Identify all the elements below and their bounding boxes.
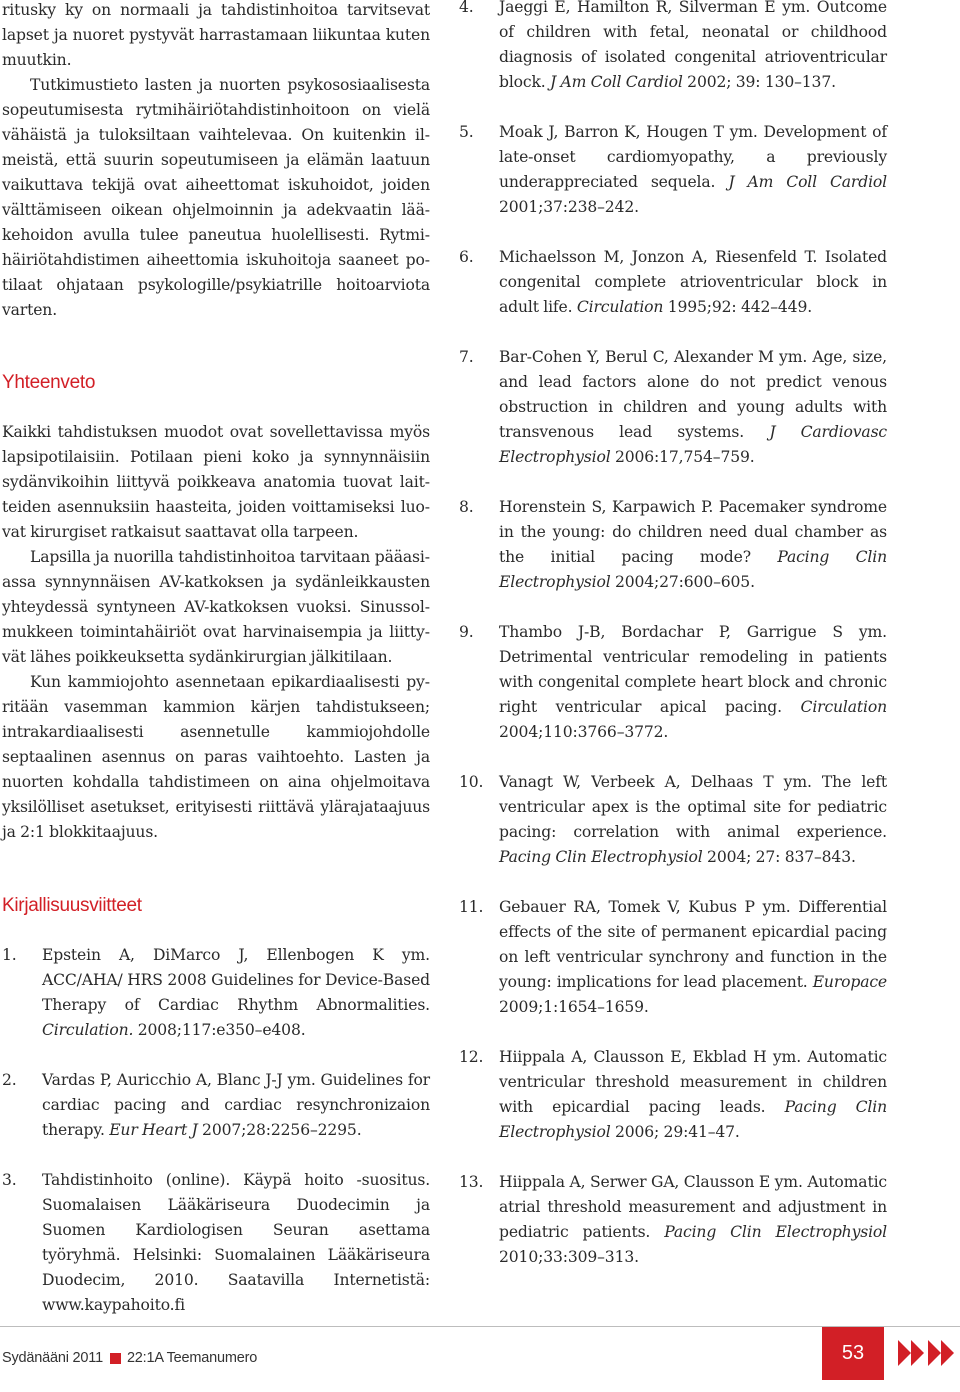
reference-number: 12. [459,1048,484,1066]
reference-journal: Circulation. [42,1021,134,1039]
footer-divider [0,1326,960,1327]
reference-citation: 2004;27:600–605. [610,573,755,591]
reference-item [459,1170,887,1270]
reference-citation: 2010;33:309–313. [499,1248,639,1266]
reference-text: Gebauer RA, Tomek V, Kubus P ym. Differential effects of the site of permanent epicardial pacing on left ventricular synchrony and function in the young: implications for lead placement. [499,898,887,991]
double-right-arrow-icon[interactable] [898,1340,954,1366]
reference-item [459,120,887,220]
reference-citation: 2001;37:238–242. [499,198,639,216]
reference-journal: Europace [812,973,887,991]
reference-journal: Circulation [800,698,887,716]
reference-item [2,1068,430,1143]
reference-text: Jaeggi E, Hamilton R, Silverman E ym. Outcome of children with fetal, neonatal or childhood diagnosis of isolated congenital atrioventricular block. [499,0,887,91]
issue-name: 22:1A Teemanumero [126,1350,258,1366]
reference-journal: J Cardiovasc Electrophysiol [499,423,888,466]
reference-citation: 1995;92: 442–449. [663,298,813,316]
summary-paragraph-1: Kaikki tahdistuksen muodot ovat sovellettavissa myös lapsipotilaisiin. Potilaan pieni koko ja synnynnäisiin sydänvikoihin liittyvä poikkeava anatomia tuovat laitteiden asennuksiin haasteita, joiden voittamiseksi luovat kirurgiset ratkaisut saattavat olla tarpeen. [2,423,430,541]
reference-journal: J Am Coll Cardiol [550,73,683,91]
reference-item [459,345,887,470]
reference-number: 11. [459,898,484,916]
reference-number: 3. [2,1171,17,1189]
reference-citation: 2006:17,754–759. [610,448,755,466]
reference-citation: 2008;117:e350–e408. [133,1021,306,1039]
reference-text: Hiippala A, Serwer GA, Clausson E ym. Automatic atrial threshold measurement and adjustment in pediatric patients. [499,1173,887,1241]
reference-citation: 2007;28:2256–2295. [197,1121,362,1139]
reference-text: Bar-Cohen Y, Berul C, Alexander M ym. Age, size, and lead factors alone do not predict venous obstruction in children and young adults with transvenous lead systems. [499,348,887,441]
reference-item [459,495,887,595]
reference-number: 4. [459,0,474,16]
page-number: 53 [822,1327,884,1380]
reference-text: Vanagt W, Verbeek A, Delhaas T ym. The left ventricular apex is the optimal site for pediatric pacing: correlation with animal experience. [499,773,887,841]
reference-text: Epstein A, DiMarco J, Ellenbogen K ym. ACC/AHA/ HRS 2008 Guidelines for Device-Based Therapy of Cardiac Rhythm Abnormalities. [42,946,430,1014]
reference-citation: 2002; 39: 130–137. [682,73,836,91]
reference-journal: J Am Coll Cardiol [728,173,887,191]
reference-journal: Circulation [576,298,664,316]
reference-text: Thambo J-B, Bordachar P, Garrigue S ym. Detrimental ventricular remodeling in patients with congenital complete heart block and chronic right ventricular apical pacing. [499,623,887,716]
summary-heading: Yhteenveto [2,372,96,393]
page-footer [0,1326,960,1392]
reference-journal: Eur Heart J [109,1121,198,1139]
reference-number: 10. [459,773,484,791]
reference-text: Tahdistinhoito (online). Käypä hoito -suositus. Suomalaisen Lääkäriseura Duodecimin ja Suomen Kardiologisen Seuran asettama työryhmä. Helsinki: Suomalainen Lääkäriseura Duodecim, 2010. Saatavilla Internetistä: www.kaypahoito.fi [42,1171,430,1314]
summary-paragraph-3: Kun kammiojohto asennetaan epikardiaalisesti pyritään vasemman kammion kärjen tahdistukseen; intrakardiaalisesti asennetulle kammiojohdolle septaalinen asennus on paras vaihtoehto. Lasten ja nuorten kohdalla tahdistimeen on aina ohjelmoitava yksilölliset asetukset, erityisesti riittävä ylärajataajuus ja 2:1 blokkitaajuus. [2,673,430,841]
reference-journal: Pacing Clin Electrophysiol [499,548,887,591]
reference-number: 5. [459,123,474,141]
reference-citation: 2009;1:1654–1659. [499,998,649,1016]
references-heading: Kirjallisuusviitteet [2,895,142,916]
reference-citation: 2004; 27: 837–843. [702,848,856,866]
intro-paragraph-1: ritusky ky on normaali ja tahdistinhoitoa tarvitsevat lapset ja nuoret pystyvät harrastamaan liikuntaa kuten muutkin. [2,1,430,69]
reference-text: Hiippala A, Clausson E, Ekblad H ym. Automatic ventricular threshold measurement in children with epicardial pacing leads. [499,1048,887,1116]
reference-text: Horenstein S, Karpawich P. Pacemaker syndrome in the young: do children need dual chamber as the initial pacing mode? [499,498,887,566]
reference-item [2,943,430,1043]
reference-item [459,0,887,95]
reference-number: 9. [459,623,474,641]
reference-text: Michaelsson M, Jonzon A, Riesenfeld T. Isolated congenital complete atrioventricular block in adult life. [499,248,887,316]
reference-item [459,1045,887,1145]
reference-number: 13. [459,1173,484,1191]
reference-item [459,895,887,1020]
reference-number: 6. [459,248,474,266]
reference-item [459,770,887,870]
reference-number: 1. [2,946,17,964]
reference-item [459,245,887,320]
reference-text: Moak J, Barron K, Hougen T ym. Development of late-onset cardiomyopathy, a previously underappreciated sequela. [499,123,887,191]
red-square-icon [110,1353,121,1364]
reference-journal: Pacing Clin Electrophysiol [664,1223,888,1241]
reference-journal: Pacing Clin Electrophysiol [499,1098,887,1141]
reference-journal: Pacing Clin Electrophysiol [499,848,703,866]
reference-item [459,620,887,745]
reference-citation: 2004;110:3766–3772. [499,723,669,741]
reference-text: Vardas P, Auricchio A, Blanc J-J ym. Guidelines for cardiac pacing and cardiac resynchronizaion therapy. [42,1071,430,1139]
reference-number: 8. [459,498,474,516]
magazine-name: Sydänääni 2011 [2,1350,103,1366]
reference-number: 2. [2,1071,17,1089]
summary-paragraph-2: Lapsilla ja nuorilla tahdistinhoitoa tarvitaan pääasiassa synnynnäisen AV-katkoksen ja sydänleikkausten yhteydessä syntyneen AV-katkoksen vuoksi. Sinussolmukkeen toimintahäiriöt ovat harvinaisempia ja liittyvät lähes poikkeuksetta sydänkirurgian jälkitilaan. [2,548,430,666]
reference-number: 7. [459,348,474,366]
reference-citation: 2006; 29:41–47. [610,1123,740,1141]
reference-item [2,1168,430,1318]
intro-paragraph-2: Tutkimustieto lasten ja nuorten psykososiaalisesta sopeutumisesta rytmihäiriötahdistinhoitoon on vielä vähäistä ja tuloksiltaan vaihtelevaa. On kuitenkin ilmeistä, että suurin sopeutumiseen ja elämän laatuun vaikuttava tekijä ovat aiheettomat iskuhoidot, joiden välttämiseen oikean ohjelmoinnin ja adekvaatin lääkehoidon avulla tulee paneutua huolellisesti. Rytmihäiriötahdistimen aiheettomia iskuhoitoja saaneet potilaat ohjataan psykologille/psykiatrille hoitoarviota varten. [2,76,430,319]
footer-publication [2,1350,257,1366]
